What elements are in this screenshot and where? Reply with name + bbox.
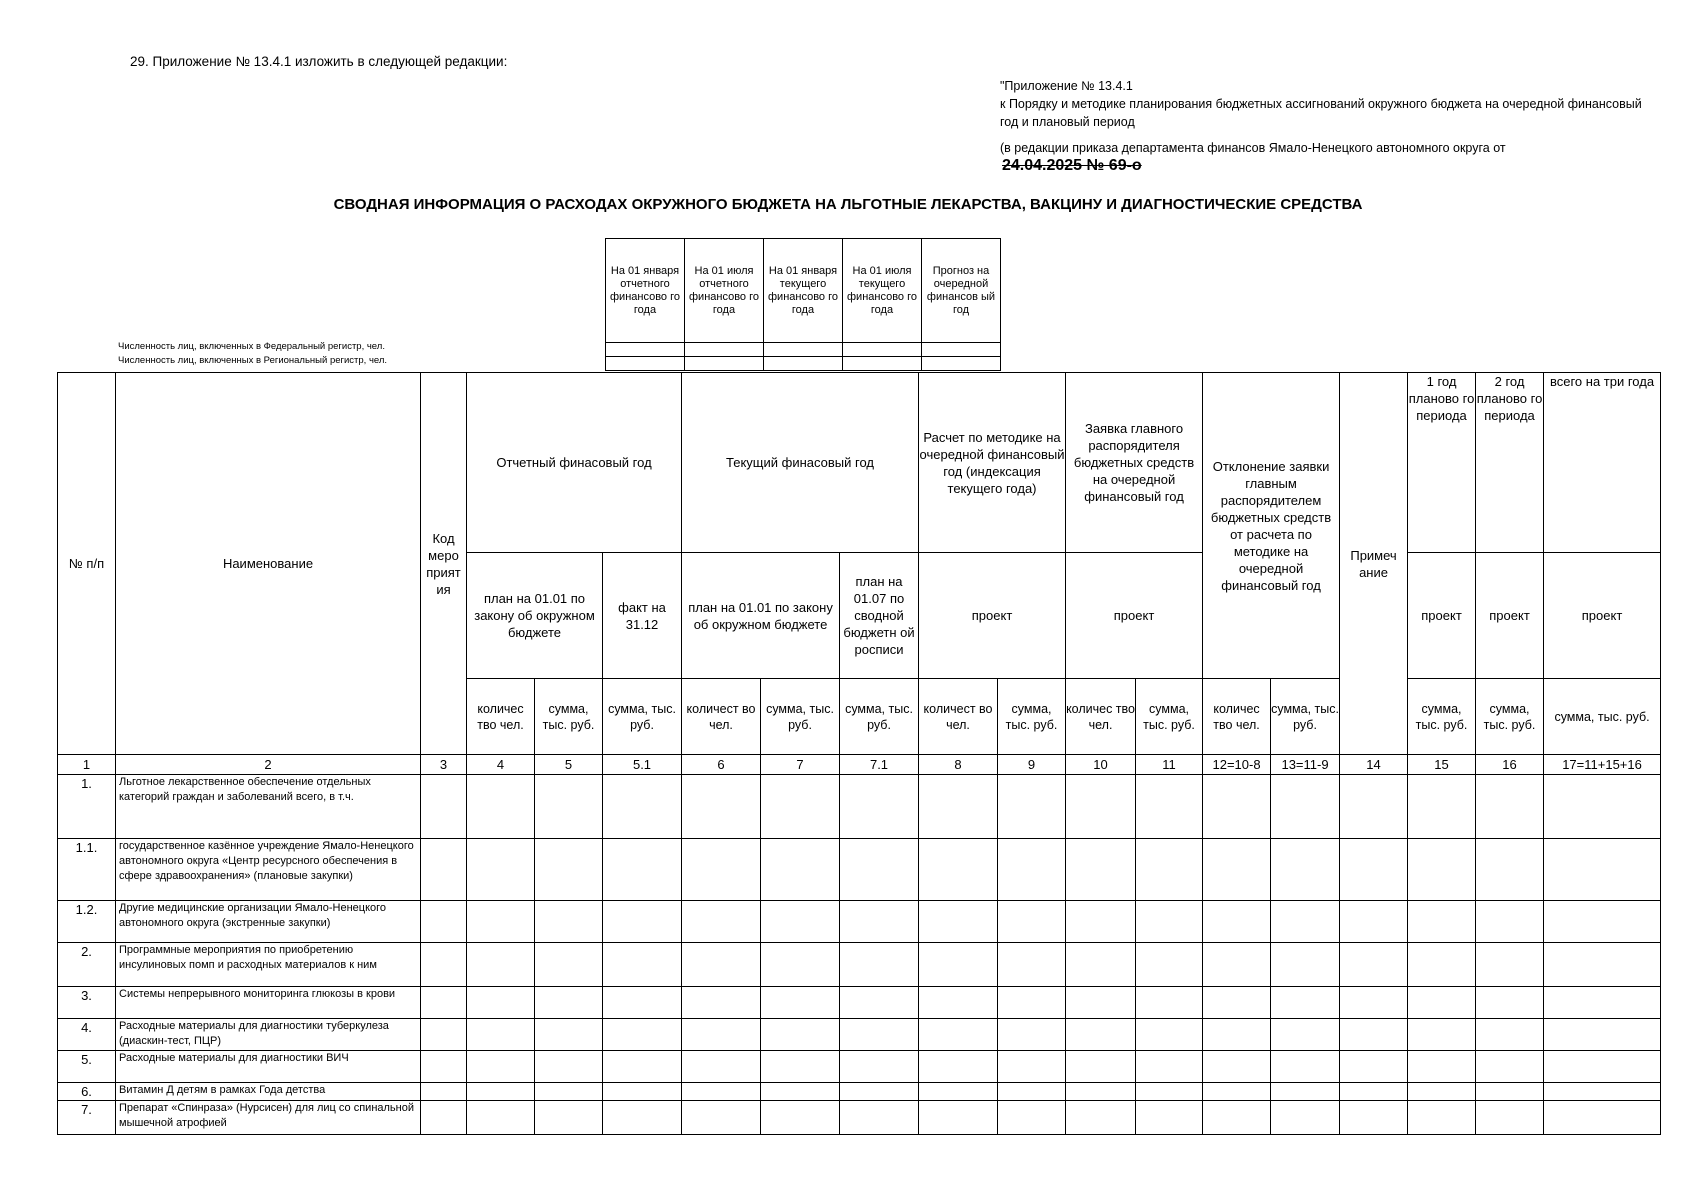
empty-cell: [1340, 839, 1408, 901]
column-number: 3: [421, 755, 467, 775]
header-project: проект: [1066, 553, 1203, 679]
empty-cell: [535, 839, 603, 901]
row-number: 2.: [58, 943, 116, 987]
register-header: Прогноз на очередной финансов ый год: [922, 239, 1001, 343]
empty-cell: [467, 1101, 535, 1135]
empty-cell: [1136, 775, 1203, 839]
empty-cell: [1476, 839, 1544, 901]
empty-cell: [761, 775, 840, 839]
table-row: [58, 901, 1661, 943]
row-number: 1.1.: [58, 839, 116, 901]
register-header: На 01 июля текущего финансово го года: [843, 239, 922, 343]
empty-cell: [682, 987, 761, 1019]
empty-cell: [682, 775, 761, 839]
empty-cell: [1476, 775, 1544, 839]
empty-cell: [1271, 1051, 1340, 1083]
row-number: 1.: [58, 775, 116, 839]
empty-cell: [682, 839, 761, 901]
row-number: 1.2.: [58, 901, 116, 943]
row-name: Системы непрерывного мониторинга глюкозы в крови: [116, 987, 421, 1019]
empty-cell: [467, 839, 535, 901]
unit-sum: сумма, тыс. руб.: [1476, 679, 1544, 755]
empty-cell: [1408, 1083, 1476, 1101]
empty-cell: [535, 987, 603, 1019]
empty-cell: [603, 1019, 682, 1051]
empty-cell: [1408, 901, 1476, 943]
column-number: 4: [467, 755, 535, 775]
empty-cell: [840, 1101, 919, 1135]
empty-cell: [603, 1101, 682, 1135]
empty-cell: [467, 901, 535, 943]
header-calc: Расчет по методике на очередной финансовый год (индексация текущего года): [919, 373, 1066, 553]
empty-cell: [682, 1083, 761, 1101]
empty-cell: [761, 1083, 840, 1101]
empty-cell: [761, 1101, 840, 1135]
header-note: Примеч ание: [1340, 373, 1408, 755]
table-row: [58, 987, 1661, 1019]
column-number: 8: [919, 755, 998, 775]
table-row: [58, 839, 1661, 901]
unit-qty: количес тво чел.: [1203, 679, 1271, 755]
empty-cell: [761, 839, 840, 901]
empty-cell: [1203, 1019, 1271, 1051]
column-number: 1: [58, 755, 116, 775]
column-number: 2: [116, 755, 421, 775]
federal-register-label: Численность лиц, включенных в Федеральный регистр, чел.: [118, 341, 385, 352]
empty-cell: [535, 1083, 603, 1101]
empty-cell: [1066, 943, 1136, 987]
empty-cell: [919, 1019, 998, 1051]
empty-cell: [919, 943, 998, 987]
empty-cell: [1203, 1051, 1271, 1083]
empty-cell: [840, 1051, 919, 1083]
empty-cell: [467, 1051, 535, 1083]
unit-sum: сумма, тыс. руб.: [1271, 679, 1340, 755]
empty-cell: [535, 901, 603, 943]
empty-cell: [761, 943, 840, 987]
empty-cell: [682, 901, 761, 943]
table-row: [58, 775, 1661, 839]
unit-sum: сумма, тыс. руб.: [1136, 679, 1203, 755]
empty-cell: [1271, 839, 1340, 901]
column-number: 5.1: [603, 755, 682, 775]
header-fact: факт на 31.12: [603, 553, 682, 679]
row-number: 5.: [58, 1051, 116, 1083]
empty-cell: [467, 943, 535, 987]
empty-cell: [1340, 987, 1408, 1019]
empty-cell: [1066, 775, 1136, 839]
column-number: 11: [1136, 755, 1203, 775]
column-number: 12=10-8: [1203, 755, 1271, 775]
empty-cell: [919, 775, 998, 839]
empty-cell: [535, 1051, 603, 1083]
unit-sum: сумма, тыс. руб.: [535, 679, 603, 755]
empty-cell: [998, 839, 1066, 901]
empty-cell: [998, 987, 1066, 1019]
empty-cell: [421, 775, 467, 839]
unit-sum: сумма, тыс. руб.: [761, 679, 840, 755]
empty-cell: [1271, 775, 1340, 839]
empty-cell: [1136, 839, 1203, 901]
main-table: [57, 372, 1661, 1135]
empty-cell: [1408, 987, 1476, 1019]
header-project: проект: [1544, 553, 1661, 679]
empty-cell: [1066, 1019, 1136, 1051]
intro-text: 29. Приложение № 13.4.1 изложить в следующей редакции:: [130, 54, 508, 69]
header-project: проект: [919, 553, 1066, 679]
header-request: Заявка главного распорядителя бюджетных средств на очередной финансовый год: [1066, 373, 1203, 553]
empty-cell: [421, 1083, 467, 1101]
empty-cell: [1271, 1101, 1340, 1135]
header-report-year: Отчетный финасовый год: [467, 373, 682, 553]
row-name: Льготное лекарственное обеспечение отдельных категорий граждан и заболеваний всего, в т.ч.: [116, 775, 421, 839]
empty-cell: [919, 839, 998, 901]
unit-sum: сумма, тыс. руб.: [1544, 679, 1661, 755]
unit-qty: количес тво чел.: [467, 679, 535, 755]
empty-cell: [1340, 1083, 1408, 1101]
column-number: 10: [1066, 755, 1136, 775]
empty-cell: [535, 1101, 603, 1135]
empty-cell: [1476, 1083, 1544, 1101]
empty-cell: [1203, 1101, 1271, 1135]
header-plan-year-2: 2 год планово го периода: [1476, 373, 1544, 553]
empty-cell: [1203, 775, 1271, 839]
row-name: государственное казённое учреждение Ямало-Ненецкого автономного округа «Центр ресурсного обеспечения в сфере здравоохранения» (плановые закупки): [116, 839, 421, 901]
header-plan-year-1: 1 год планово го периода: [1408, 373, 1476, 553]
row-name: Препарат «Спинраза» (Нурсисен) для лиц со спинальной мышечной атрофией: [116, 1101, 421, 1135]
register-header: На 01 января текущего финансово го года: [764, 239, 843, 343]
empty-cell: [1408, 775, 1476, 839]
empty-cell: [840, 943, 919, 987]
empty-cell: [421, 839, 467, 901]
empty-cell: [682, 1051, 761, 1083]
empty-cell: [998, 943, 1066, 987]
register-table: [605, 238, 1001, 371]
empty-cell: [1203, 1083, 1271, 1101]
approval-line-2: к Порядку и методике планирования бюджетных ассигнований окружного бюджета на очередной финансовый год и плановый период: [1000, 97, 1642, 129]
empty-cell: [840, 987, 919, 1019]
header-plan-0107: план на 01.07 по сводной бюджетн ой росписи: [840, 553, 919, 679]
empty-cell: [840, 1083, 919, 1101]
empty-cell: [1476, 1051, 1544, 1083]
empty-cell: [1066, 1083, 1136, 1101]
empty-cell: [998, 1051, 1066, 1083]
empty-cell: [682, 1019, 761, 1051]
empty-cell: [761, 987, 840, 1019]
empty-cell: [919, 901, 998, 943]
table-row: [58, 1019, 1661, 1051]
empty-cell: [761, 901, 840, 943]
empty-cell: [998, 775, 1066, 839]
header-current-year: Текущий финасовый год: [682, 373, 919, 553]
empty-cell: [1340, 1101, 1408, 1135]
empty-cell: [1340, 901, 1408, 943]
row-name: Другие медицинские организации Ямало-Ненецкого автономного округа (экстренные закупки): [116, 901, 421, 943]
empty-cell: [1136, 1083, 1203, 1101]
approval-line-3: (в редакции приказа департамента финансов Ямало-Ненецкого автономного округа от: [1000, 141, 1506, 155]
empty-cell: [1476, 943, 1544, 987]
empty-cell: [467, 775, 535, 839]
column-number: 7.1: [840, 755, 919, 775]
header-project: проект: [1408, 553, 1476, 679]
empty-cell: [1476, 1101, 1544, 1135]
table-row: [58, 1051, 1661, 1083]
empty-cell: [998, 1083, 1066, 1101]
column-number: 9: [998, 755, 1066, 775]
row-name: Расходные материалы для диагностики туберкулеза (диаскин-тест, ПЦР): [116, 1019, 421, 1051]
empty-cell: [1271, 1083, 1340, 1101]
approval-line-1: "Приложение № 13.4.1: [1000, 79, 1133, 93]
empty-cell: [1408, 943, 1476, 987]
empty-cell: [682, 943, 761, 987]
unit-qty: количест во чел.: [919, 679, 998, 755]
empty-cell: [761, 1051, 840, 1083]
header-name: Наименование: [116, 373, 421, 755]
row-number: 6.: [58, 1083, 116, 1101]
register-header: На 01 июля отчетного финансово го года: [685, 239, 764, 343]
empty-cell: [1340, 1019, 1408, 1051]
empty-cell: [421, 1051, 467, 1083]
empty-cell: [1408, 1051, 1476, 1083]
empty-cell: [1203, 839, 1271, 901]
empty-cell: [1136, 901, 1203, 943]
column-number: 6: [682, 755, 761, 775]
column-number: 17=11+15+16: [1544, 755, 1661, 775]
unit-sum: сумма, тыс. руб.: [840, 679, 919, 755]
unit-qty: количес тво чел.: [1066, 679, 1136, 755]
empty-cell: [998, 901, 1066, 943]
unit-qty: количест во чел.: [682, 679, 761, 755]
empty-cell: [761, 1019, 840, 1051]
empty-cell: [1476, 901, 1544, 943]
empty-cell: [421, 1101, 467, 1135]
row-name: Программные мероприятия по приобретению инсулиновых помп и расходных материалов к ним: [116, 943, 421, 987]
empty-cell: [1544, 1019, 1661, 1051]
empty-cell: [840, 839, 919, 901]
empty-cell: [840, 775, 919, 839]
unit-sum: сумма, тыс. руб.: [1408, 679, 1476, 755]
empty-cell: [1408, 1019, 1476, 1051]
empty-cell: [1476, 1019, 1544, 1051]
empty-cell: [1544, 901, 1661, 943]
empty-cell: [1271, 943, 1340, 987]
empty-cell: [1544, 775, 1661, 839]
register-header: На 01 января отчетного финансово го года: [606, 239, 685, 343]
empty-cell: [421, 987, 467, 1019]
empty-cell: [840, 901, 919, 943]
empty-cell: [1271, 1019, 1340, 1051]
empty-cell: [1544, 1051, 1661, 1083]
header-plan-law-report: план на 01.01 по закону об окружном бюджете: [467, 553, 603, 679]
empty-cell: [1544, 839, 1661, 901]
row-number: 4.: [58, 1019, 116, 1051]
empty-cell: [603, 943, 682, 987]
approval-block: [1000, 77, 1660, 175]
empty-cell: [1066, 1051, 1136, 1083]
empty-cell: [1066, 1101, 1136, 1135]
table-row: [58, 1083, 1661, 1101]
empty-cell: [1340, 1051, 1408, 1083]
empty-cell: [1408, 839, 1476, 901]
document-title: СВОДНАЯ ИНФОРМАЦИЯ О РАСХОДАХ ОКРУЖНОГО БЮДЖЕТА НА ЛЬГОТНЫЕ ЛЕКАРСТВА, ВАКЦИНУ И ДИАГНОСТИЧЕСКИЕ СРЕДСТВА: [333, 196, 1363, 213]
empty-cell: [1136, 943, 1203, 987]
empty-cell: [535, 775, 603, 839]
empty-cell: [998, 1019, 1066, 1051]
empty-cell: [1203, 987, 1271, 1019]
empty-cell: [1340, 943, 1408, 987]
approval-date: 24.04.2025 № 69-о: [1002, 157, 1142, 174]
empty-cell: [603, 1083, 682, 1101]
column-number: 16: [1476, 755, 1544, 775]
empty-cell: [1340, 775, 1408, 839]
empty-cell: [1271, 901, 1340, 943]
empty-cell: [1544, 987, 1661, 1019]
empty-cell: [1408, 1101, 1476, 1135]
table-row: [58, 943, 1661, 987]
empty-cell: [467, 987, 535, 1019]
empty-cell: [1066, 987, 1136, 1019]
empty-cell: [919, 1101, 998, 1135]
column-number: 5: [535, 755, 603, 775]
row-number: 7.: [58, 1101, 116, 1135]
empty-cell: [421, 1019, 467, 1051]
empty-cell: [1066, 901, 1136, 943]
header-project: проект: [1476, 553, 1544, 679]
empty-cell: [840, 1019, 919, 1051]
unit-sum: сумма, тыс. руб.: [603, 679, 682, 755]
empty-cell: [1203, 943, 1271, 987]
empty-cell: [467, 1083, 535, 1101]
column-number: 15: [1408, 755, 1476, 775]
header-num: № п/п: [58, 373, 116, 755]
empty-cell: [919, 1083, 998, 1101]
header-deviation: Отклонение заявки главным распорядителем бюджетных средств от расчета по методике на очередной финансовый год: [1203, 373, 1340, 679]
header-code: Код меро прият ия: [421, 373, 467, 755]
row-name: Расходные материалы для диагностики ВИЧ: [116, 1051, 421, 1083]
empty-cell: [535, 1019, 603, 1051]
empty-cell: [535, 943, 603, 987]
empty-cell: [421, 943, 467, 987]
unit-sum: сумма, тыс. руб.: [998, 679, 1066, 755]
empty-cell: [1136, 1101, 1203, 1135]
row-name: Витамин Д детям в рамках Года детства: [116, 1083, 421, 1101]
empty-cell: [1476, 987, 1544, 1019]
empty-cell: [467, 1019, 535, 1051]
empty-cell: [1271, 987, 1340, 1019]
header-total-three-years: всего на три года: [1544, 373, 1661, 553]
empty-cell: [1066, 839, 1136, 901]
empty-cell: [1544, 943, 1661, 987]
empty-cell: [603, 987, 682, 1019]
column-number: 13=11-9: [1271, 755, 1340, 775]
empty-cell: [1136, 1051, 1203, 1083]
empty-cell: [919, 987, 998, 1019]
empty-cell: [603, 1051, 682, 1083]
empty-cell: [1136, 1019, 1203, 1051]
empty-cell: [682, 1101, 761, 1135]
header-plan-law-current: план на 01.01 по закону об окружном бюджете: [682, 553, 840, 679]
empty-cell: [603, 839, 682, 901]
column-number: 7: [761, 755, 840, 775]
empty-cell: [998, 1101, 1066, 1135]
empty-cell: [919, 1051, 998, 1083]
regional-register-label: Численность лиц, включенных в Региональный регистр, чел.: [118, 355, 388, 366]
empty-cell: [421, 901, 467, 943]
empty-cell: [1544, 1101, 1661, 1135]
row-number: 3.: [58, 987, 116, 1019]
column-number: 14: [1340, 755, 1408, 775]
table-row: [58, 1101, 1661, 1135]
empty-cell: [603, 775, 682, 839]
empty-cell: [603, 901, 682, 943]
empty-cell: [1136, 987, 1203, 1019]
empty-cell: [1544, 1083, 1661, 1101]
empty-cell: [1203, 901, 1271, 943]
